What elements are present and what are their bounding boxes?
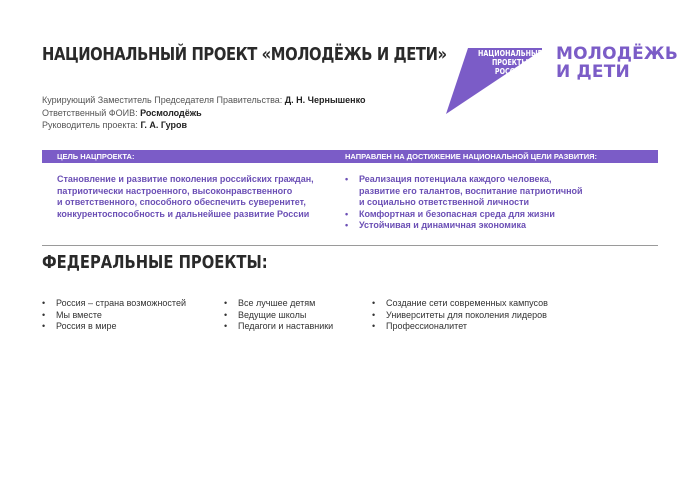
project-goal xyxy=(57,174,327,220)
national-goal-line: и социально ответственной личности xyxy=(359,197,530,207)
curator-line xyxy=(42,94,365,107)
curator-value: Д. Н. Чернышенко xyxy=(284,95,366,105)
logo-small-line: ПРОЕКТЫ xyxy=(491,58,529,67)
foiv-line xyxy=(42,107,365,120)
logo-small-line: РОССИИ xyxy=(494,67,526,76)
national-goal-line: развитие его талантов, воспитание патриотичной xyxy=(359,185,583,196)
federal-projects-column-2 xyxy=(224,298,333,333)
national-goals-header: НАПРАВЛЕН НА ДОСТИЖЕНИЕ НАЦИОНАЛЬНОЙ ЦЕЛИ РАЗВИТИЯ: xyxy=(345,152,598,161)
federal-projects-title: ФЕДЕРАЛЬНЫЕ ПРОЕКТЫ: xyxy=(42,252,268,273)
logo-project-name xyxy=(556,44,679,82)
list-item: • Все лучшее детям xyxy=(224,298,333,310)
list-item: • Университеты для поколения лидеров xyxy=(372,310,548,322)
goal-line: патриотически настроенного, высоконравственного xyxy=(57,185,293,196)
foiv-value: Росмолодёжь xyxy=(140,107,202,118)
list-item: • Россия – страна возможностей xyxy=(42,298,186,310)
goal-line: конкурентоспособность и дальнейшее развитие России xyxy=(57,208,310,219)
section-header-bar xyxy=(42,150,658,163)
goal-line: и ответственного, способного обеспечить суверенитет, xyxy=(57,197,306,207)
head-label: Руководитель проекта: xyxy=(42,120,141,130)
head-value: Г. А. Гуров xyxy=(140,120,188,130)
list-item: • Профессионалитет xyxy=(372,321,548,333)
divider xyxy=(42,245,658,246)
list-item xyxy=(345,174,645,209)
goal-line: Становление и развитие поколения российских граждан, xyxy=(57,174,314,184)
national-goal-line: • Устойчивая и динамичная экономика xyxy=(359,220,526,230)
national-goal-line: • Комфортная и безопасная среда для жизни xyxy=(359,208,555,219)
page-title: НАЦИОНАЛЬНЫЙ ПРОЕКТ «МОЛОДЁЖЬ И ДЕТИ» xyxy=(42,44,447,65)
logo-national-projects xyxy=(478,49,542,76)
list-item: • Мы вместе xyxy=(42,310,186,322)
list-item: • Ведущие школы xyxy=(224,310,333,322)
federal-projects-column-3 xyxy=(372,298,548,333)
national-goal-line: • Реализация потенциала каждого человека, xyxy=(359,174,552,184)
federal-projects-column-1 xyxy=(42,298,186,333)
foiv-label: Ответственный ФОИВ: xyxy=(42,107,141,118)
list-item: • Педагоги и наставники xyxy=(224,321,333,333)
head-line xyxy=(42,119,365,132)
project-meta xyxy=(42,94,365,132)
list-item: • Россия в мире xyxy=(42,321,186,333)
logo-big-line: И ДЕТИ xyxy=(556,62,630,82)
list-item xyxy=(345,220,645,232)
curator-label: Курирующий Заместитель Председателя Правительства: xyxy=(42,95,285,105)
logo-small-line: НАЦИОНАЛЬНЫЕ xyxy=(478,49,542,58)
national-goals-list xyxy=(345,174,645,232)
list-item xyxy=(345,209,645,221)
list-item: • Создание сети современных кампусов xyxy=(372,298,548,310)
goal-header: ЦЕЛЬ НАЦПРОЕКТА: xyxy=(57,152,135,161)
logo-big-line: МОЛОДЁЖЬ xyxy=(556,44,679,64)
